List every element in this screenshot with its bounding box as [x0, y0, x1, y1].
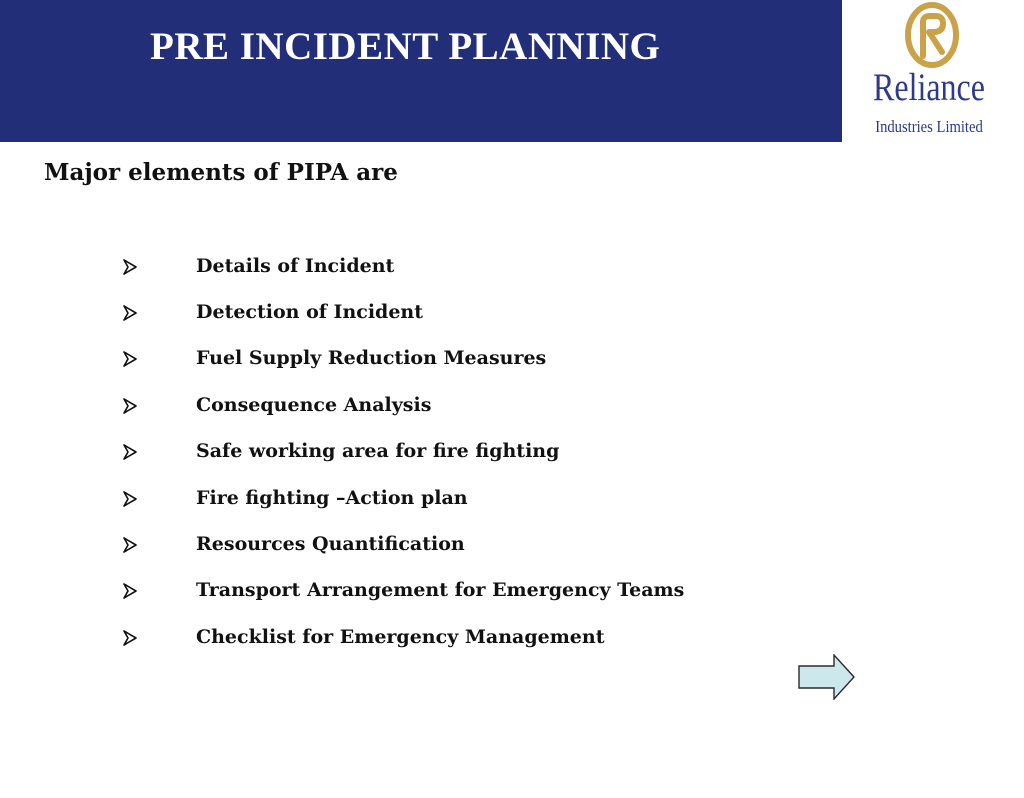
- list-item-label: Consequence Analysis: [196, 394, 432, 416]
- list-item: [118, 487, 818, 520]
- list-item-label: Details of Incident: [196, 255, 395, 277]
- company-logo: [842, 0, 1024, 142]
- logo-subtitle: Industries Limited: [875, 117, 983, 136]
- reliance-emblem-icon: [892, 2, 972, 72]
- arrowhead-bullet-icon: [122, 351, 138, 367]
- right-arrow-icon[interactable]: [798, 654, 856, 700]
- list-item-label: Resources Quantification: [196, 533, 465, 555]
- list-item: [118, 394, 818, 427]
- list-item: [118, 533, 818, 566]
- list-item-label: Fire fighting –Action plan: [196, 487, 468, 509]
- arrowhead-bullet-icon: [122, 583, 138, 599]
- arrowhead-bullet-icon: [122, 537, 138, 553]
- list-item: [118, 301, 818, 334]
- list-item-label: Transport Arrangement for Emergency Teams: [196, 579, 685, 601]
- list-item: [118, 440, 818, 473]
- list-item-label: Checklist for Emergency Management: [196, 626, 605, 648]
- page-title: PRE INCIDENT PLANNING: [150, 25, 661, 68]
- arrowhead-bullet-icon: [122, 630, 138, 646]
- logo-name: Reliance: [873, 66, 985, 109]
- arrowhead-bullet-icon: [122, 444, 138, 460]
- list-item: [118, 626, 818, 659]
- list-item-label: Detection of Incident: [196, 301, 424, 323]
- arrowhead-bullet-icon: [122, 305, 138, 321]
- list-item: [118, 579, 818, 612]
- header-bar: [0, 0, 1024, 142]
- list-item: [118, 347, 818, 380]
- list-item-label: Fuel Supply Reduction Measures: [196, 347, 547, 369]
- arrowhead-bullet-icon: [122, 259, 138, 275]
- section-subtitle: Major elements of PIPA are: [44, 159, 398, 186]
- arrowhead-bullet-icon: [122, 491, 138, 507]
- arrowhead-bullet-icon: [122, 398, 138, 414]
- list-item: [118, 255, 818, 288]
- list-item-label: Safe working area for fire fighting: [196, 440, 560, 462]
